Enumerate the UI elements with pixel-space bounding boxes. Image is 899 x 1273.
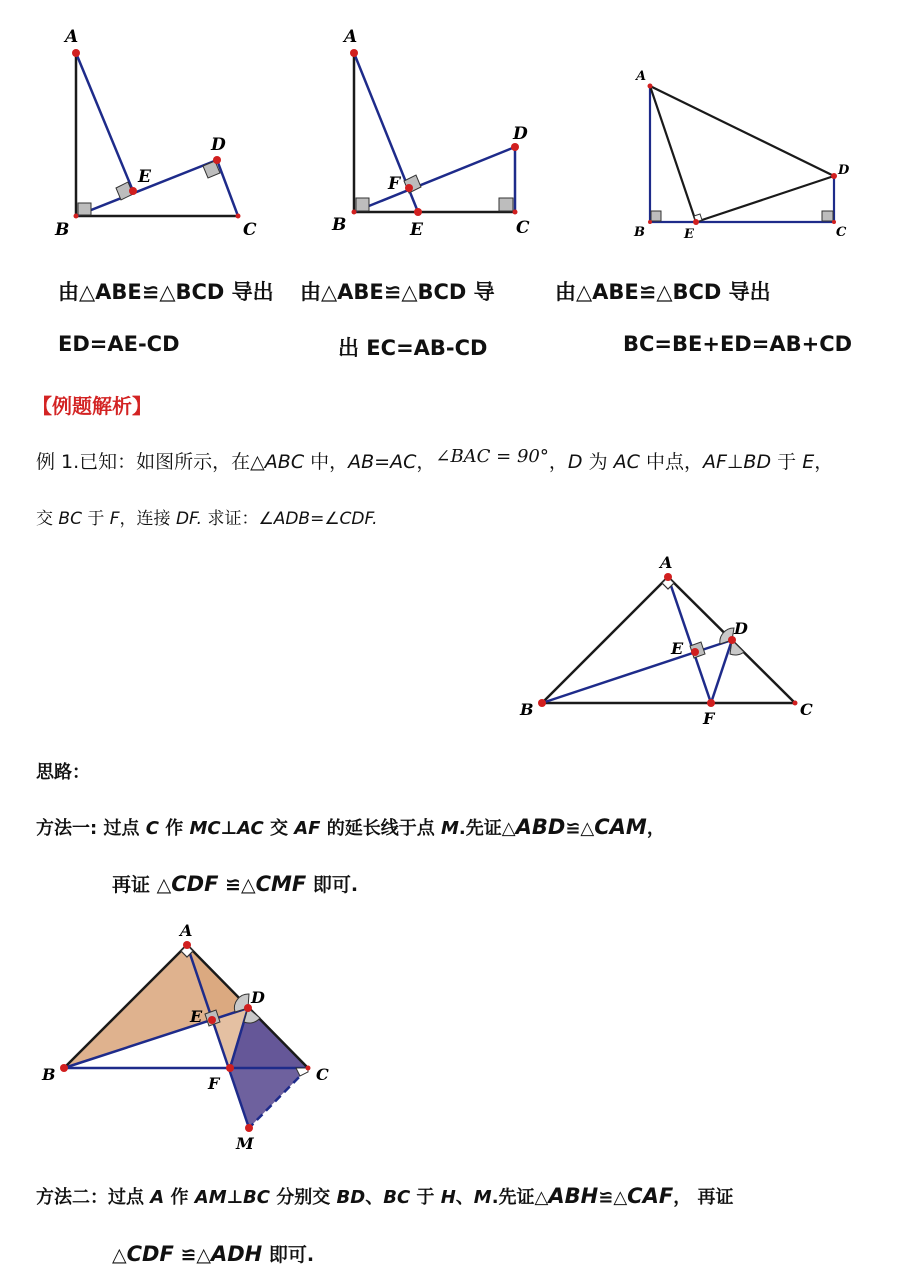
label-A: A <box>660 553 673 572</box>
label-D: D <box>211 135 226 155</box>
problem-text: ， <box>416 451 436 473</box>
method1-text: ≌△ <box>218 874 256 896</box>
segment-af: AF <box>294 818 321 839</box>
method1-text: 即可. <box>306 874 359 896</box>
method1-line-2 <box>112 870 358 897</box>
problem-text: 交 <box>36 509 59 529</box>
problem-text: ，连接 <box>119 509 176 529</box>
caption-2-line2: 出 EC=AB-CD <box>338 336 488 360</box>
problem-text: 例 1.已知：如图所示，在△ <box>36 451 265 473</box>
label-D: D <box>838 163 850 178</box>
method2-text: .先证△ <box>491 1187 549 1208</box>
problem-line-1 <box>36 447 833 474</box>
method1-text: 作 <box>158 818 190 839</box>
figure-3 <box>620 60 860 250</box>
label-A: A <box>636 69 647 84</box>
point-m: M <box>441 818 459 839</box>
triangle-cdf: CDF <box>126 1242 174 1266</box>
method1-line-1 <box>36 814 665 840</box>
label-C: C <box>800 700 813 719</box>
method2-text: 方法二：过点 <box>36 1187 151 1208</box>
label-C: C <box>243 220 257 240</box>
method2-text: 于 <box>410 1187 441 1208</box>
label-E: E <box>138 167 151 187</box>
point-h: H <box>440 1187 456 1208</box>
figure-5 <box>30 918 340 1158</box>
caption-1-line1: 由△ABE≌△BCD 导出 <box>58 280 274 304</box>
perp-am-bc: AM⊥BC <box>194 1187 270 1208</box>
perp-mc-ac: MC⊥AC <box>189 818 264 839</box>
label-C: C <box>836 225 847 240</box>
problem-text: 于 <box>771 451 803 473</box>
proof-goal: ∠ADB=∠CDF. <box>258 509 378 529</box>
label-E: E <box>190 1007 203 1026</box>
problem-text: 求证： <box>202 509 259 529</box>
segment-ac: AC <box>613 451 640 473</box>
triangle-cmf: CMF <box>255 872 307 896</box>
label-M: M <box>236 1134 254 1153</box>
method2-text: 、 <box>455 1187 474 1208</box>
label-A: A <box>344 27 358 47</box>
point-c: C <box>145 818 159 839</box>
point-m: M <box>473 1187 492 1208</box>
label-F: F <box>703 709 715 728</box>
segment-df: DF. <box>175 509 203 529</box>
point-d: D <box>567 451 583 473</box>
section-title: 【例题解析】 <box>32 394 152 418</box>
label-C: C <box>316 1065 329 1084</box>
method1-text: ， <box>646 818 665 839</box>
label-A: A <box>65 27 79 47</box>
method2-text: 、 <box>365 1187 384 1208</box>
label-A: A <box>180 921 193 940</box>
problem-text: 中， <box>304 451 349 473</box>
point-f: F <box>109 509 120 529</box>
method2-text: ≌△ <box>173 1244 211 1266</box>
segment-bc: BC <box>383 1187 411 1208</box>
label-F: F <box>388 174 401 194</box>
method2-text: 分别交 <box>270 1187 337 1208</box>
method1-text: .先证△ <box>458 818 516 839</box>
method2-text: △ <box>112 1244 127 1266</box>
label-D: D <box>513 124 528 144</box>
method1-text: 再证 △ <box>112 874 172 896</box>
label-E: E <box>671 639 684 658</box>
triangle-name: ABC <box>264 451 305 473</box>
problem-text: ， <box>814 451 834 473</box>
method2-text: ， 再证 <box>673 1187 734 1208</box>
caption-2-line1: 由△ABE≌△BCD 导 <box>300 280 495 304</box>
problem-text: 中点， <box>639 451 703 473</box>
method1-text: ≌△ <box>565 818 595 839</box>
point-e: E <box>802 451 815 473</box>
triangle-cam: CAM <box>594 815 647 839</box>
label-B: B <box>634 225 645 240</box>
triangle-adh: ADH <box>210 1242 263 1266</box>
figure-4 <box>510 550 820 730</box>
method2-text: 即可. <box>262 1244 315 1266</box>
segment-bc: BC <box>58 509 82 529</box>
problem-text: 于 <box>81 509 110 529</box>
triangle-caf: CAF <box>627 1184 674 1208</box>
method1-text: 交 <box>263 818 295 839</box>
condition: AB=AC <box>348 451 417 473</box>
label-F: F <box>208 1074 220 1093</box>
method1-text: 的延长线于点 <box>320 818 441 839</box>
problem-text: 为 <box>582 451 614 473</box>
angle-formula: ∠BAC = 90° <box>435 446 549 467</box>
figure-1 <box>40 20 280 250</box>
label-D: D <box>734 619 748 638</box>
perp-af-bd: AF⊥BD <box>702 451 772 473</box>
caption-3-line2: BC=BE+ED=AB+CD <box>623 332 853 356</box>
caption-1-line2: ED=AE-CD <box>58 332 180 356</box>
label-B: B <box>55 220 70 240</box>
triangle-abd: ABD <box>515 815 566 839</box>
label-E: E <box>684 227 694 242</box>
method2-line-1 <box>36 1183 733 1209</box>
problem-line-2 <box>36 504 378 529</box>
method1-text: 方法一: 过点 <box>36 818 146 839</box>
problem-text: ， <box>548 451 568 473</box>
label-B: B <box>332 215 347 235</box>
label-B: B <box>42 1065 56 1084</box>
label-B: B <box>520 700 534 719</box>
point-a: A <box>150 1187 165 1208</box>
figure-2 <box>320 20 550 250</box>
label-C: C <box>516 218 530 238</box>
method2-text: ≌△ <box>598 1187 628 1208</box>
caption-3-line1: 由△ABE≌△BCD 导出 <box>555 280 771 304</box>
method2-text: 作 <box>164 1187 195 1208</box>
label-D: D <box>251 988 265 1007</box>
label-E: E <box>410 220 423 240</box>
thinking-label: 思路： <box>36 762 90 783</box>
triangle-abh: ABH <box>548 1184 599 1208</box>
triangle-cdf: CDF <box>171 872 219 896</box>
segment-bd: BD <box>336 1187 366 1208</box>
method2-line-2 <box>112 1240 314 1267</box>
